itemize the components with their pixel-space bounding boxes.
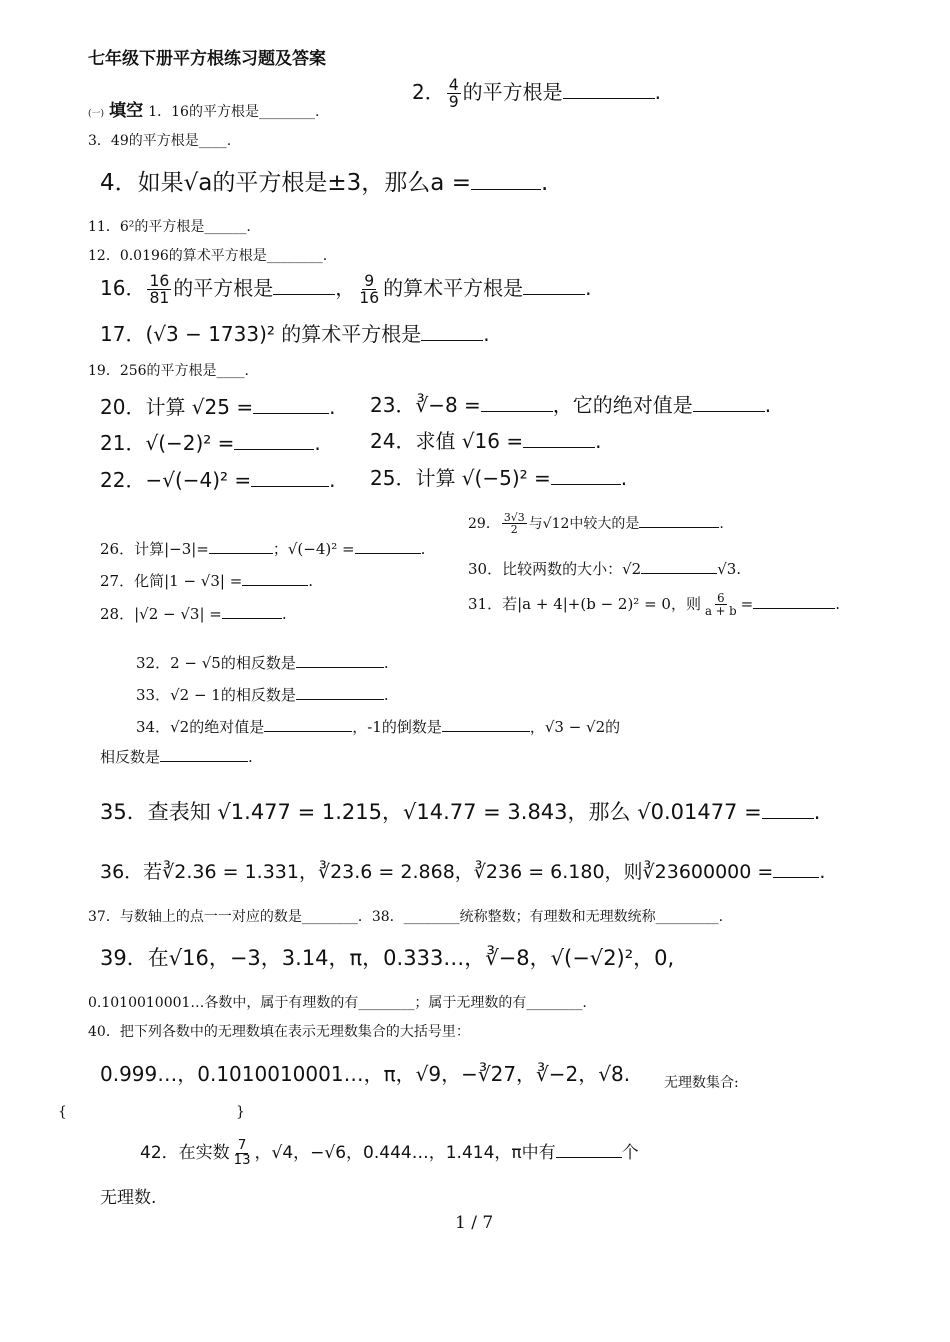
question-4-text: 4．如果√a的平方根是±3，那么a = [100,170,471,196]
answer-blank[interactable] [421,340,483,341]
answer-blank[interactable] [639,527,719,528]
section-index: (一) [88,109,105,119]
question-25: 25．计算 √(−5)² = . [370,466,628,490]
question-20: 20．计算 √25 = . [100,395,336,419]
question-16: 16． $\frac{16}{81}$ 的平方根是 ， $\frac{9}{16}$ 的算术平方根是 . [100,271,592,307]
question-28: 28．|√2 − √3| = . [100,605,287,623]
question-26: 26．计算|−3|= ；√(−4)² = . [100,540,426,558]
answer-blank[interactable] [222,618,282,619]
answer-blank[interactable] [253,413,329,414]
brace-close: } [236,1104,245,1120]
question-17: 17．(√3 − 1733)² 的算术平方根是 . [100,322,490,346]
question-39: 39．在√16，−3，3.14，π，0.333…，∛−8，√(−√2)²，0, [100,946,675,970]
question-21: 21．√(−2)² = . [100,431,321,455]
answer-blank[interactable] [563,98,655,99]
question-40: 40．把下列各数中的无理数填在表示无理数集合的大括号里： [88,1024,470,1040]
question-34-continued: 相反数是 . [100,748,253,766]
question-39-continued: 0.1010010001…各数中，属于有理数的有________；属于无理数的有________. [88,995,587,1011]
question-31: 31．若|a + 4|+(b − 2)² = 0，则 $\frac{6}{a + b}$ = . [468,591,841,619]
question-42-continued: 无理数. [100,1188,157,1208]
question-42: 42．在实数 $\frac{7}{13}$ ，√4，−√6，0.444…，1.414，π中有 个 [140,1137,639,1168]
answer-blank[interactable] [556,1157,622,1158]
fraction: $\frac{4}{9}$ [448,75,459,111]
answer-blank[interactable] [234,449,314,450]
answer-blank[interactable] [693,411,765,412]
fraction: $\frac{16}{81}$ [149,271,170,307]
answer-blank[interactable] [523,294,585,295]
page-number: 1 / 7 [455,1213,494,1233]
fraction: $\frac{3√3}{2}$ [503,511,525,537]
answer-blank[interactable] [209,553,273,554]
question-2: 2． $\frac{4}{9}$ 的平方根是 . [412,75,662,111]
question-19: 19．256的平方根是____. [88,363,249,379]
question-1: 1．16的平方根是________. [148,104,320,120]
answer-blank[interactable] [251,486,329,487]
question-4: 4．如果√a的平方根是±3，那么a = . [100,170,549,196]
question-37-38: 37．与数轴上的点一一对应的数是________．38．________统称整数；有理数和无理数统称_________. [88,909,724,925]
answer-blank[interactable] [773,877,819,878]
page-title: 七年级下册平方根练习题及答案 [88,49,326,69]
answer-blank[interactable] [753,608,835,609]
question-12: 12．0.0196的算术平方根是________. [88,248,328,264]
answer-blank[interactable] [442,731,530,732]
question-27: 27．化简|1 − √3| = . [100,572,314,590]
answer-blank[interactable] [273,294,335,295]
question-40-numbers: 0.999…，0.1010010001…，π，√9，−∛27，∛−2，√8. [100,1062,631,1086]
answer-blank[interactable] [481,411,553,412]
question-35: 35．查表知 √1.477 = 1.215，√14.77 = 3.843，那么 √0.01477 = . [100,800,821,824]
section-label: 填空 [109,101,144,121]
question-30: 30．比较两数的大小：√2 √3. [468,560,742,578]
answer-blank[interactable] [296,699,384,700]
question-1-line [88,96,319,121]
question-29: 29． $\frac{3√3}{2}$ 与√12中较大的是 . [468,511,724,537]
answer-blank[interactable] [762,818,814,819]
irrational-set-label: 无理数集合: [664,1075,739,1091]
answer-blank[interactable] [471,189,541,190]
answer-blank[interactable] [551,484,621,485]
question-2-text: 的平方根是 [462,80,563,104]
answer-blank[interactable] [264,731,352,732]
question-22: 22．−√(−4)² = . [100,468,336,492]
fraction: $\frac{7}{13}$ [233,1137,251,1168]
question-23: 23．∛−8 = ，它的绝对值是 . [370,393,772,417]
fraction: $\frac{9}{16}$ [359,271,380,307]
question-2-number: 2． [412,80,445,104]
question-33: 33．√2 − 1的相反数是 . [136,686,389,704]
question-3: 3．49的平方根是____. [88,133,232,149]
fraction: $\frac{6}{a + b}$ [704,591,737,619]
answer-blank[interactable] [523,447,595,448]
question-11: 11．6²的平方根是______. [88,219,251,235]
answer-blank[interactable] [242,585,308,586]
brace-open: { [58,1104,67,1120]
question-24: 24．求值 √16 = . [370,429,602,453]
question-36: 36．若∛2.36 = 1.331，∛23.6 = 2.868，∛236 = 6.180，则∛23600000 = . [100,861,826,883]
question-32: 32．2 − √5的相反数是 . [136,654,389,672]
answer-blank[interactable] [355,553,421,554]
answer-blank[interactable] [641,573,717,574]
answer-blank[interactable] [296,667,384,668]
question-34: 34．√2的绝对值是 ，-1的倒数是 ，√3 − √2的 [136,718,621,736]
answer-blank[interactable] [160,761,248,762]
